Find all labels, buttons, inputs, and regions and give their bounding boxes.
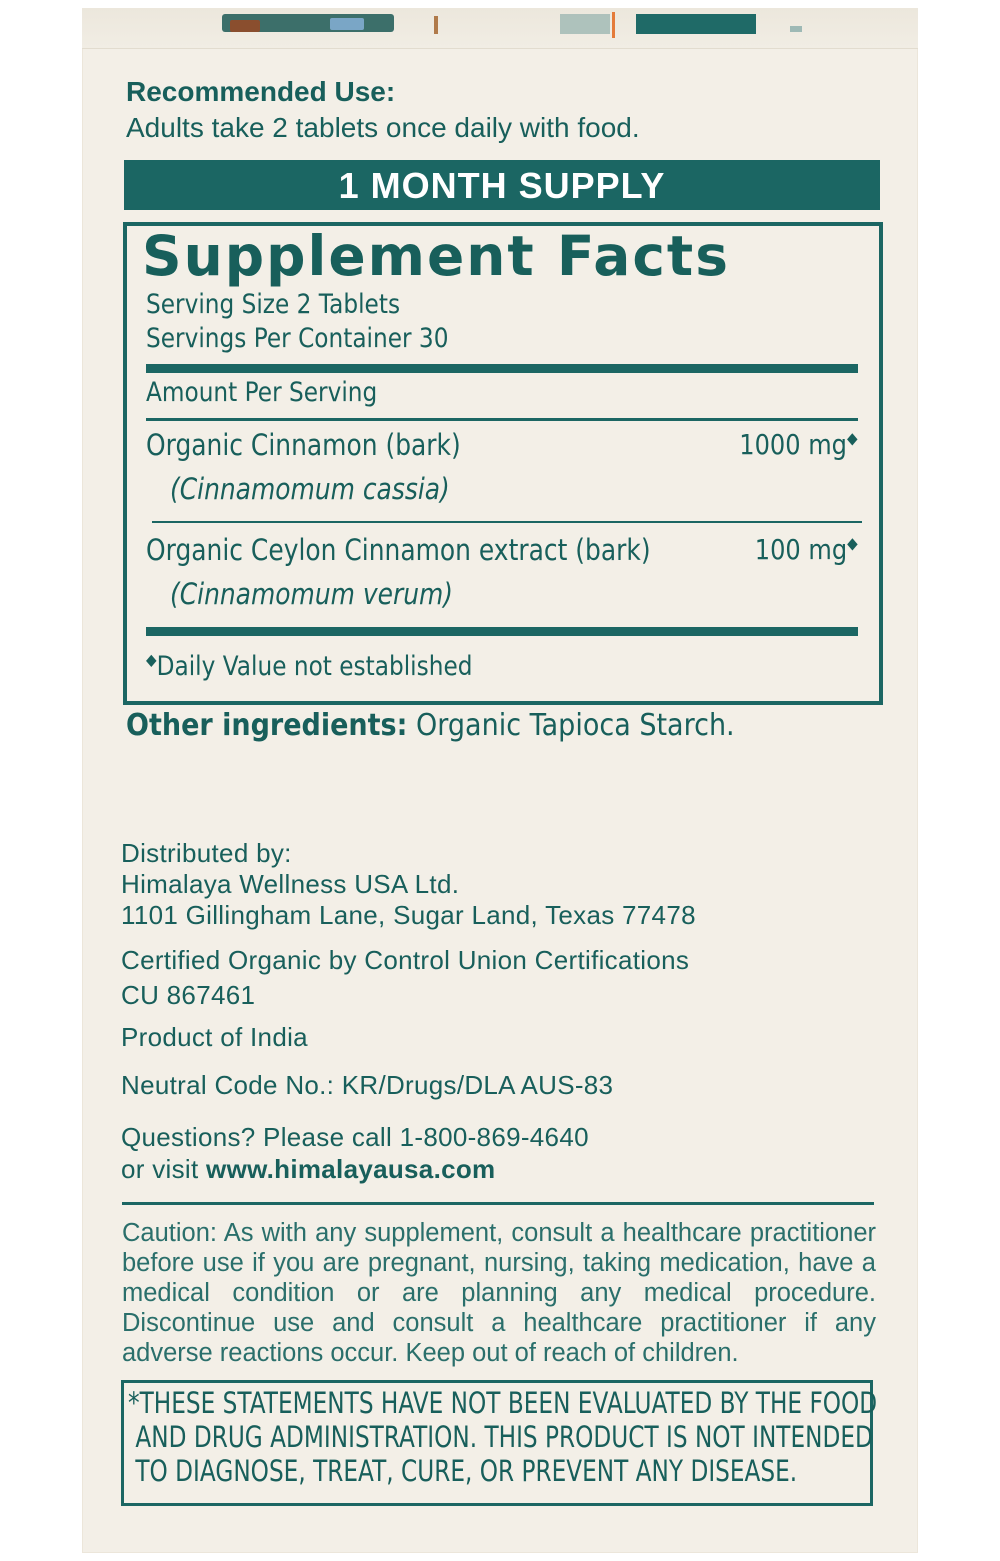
ingredient-row: [146, 533, 858, 623]
diamond-icon: ◆: [847, 533, 858, 553]
diamond-icon: ◆: [847, 428, 858, 448]
top-artwork-strip: [560, 14, 610, 34]
facts-divider: [146, 418, 858, 421]
facts-divider-thick: [146, 364, 858, 373]
supply-banner: 1 MONTH SUPPLY: [124, 160, 880, 210]
ingredient-row: [146, 428, 858, 518]
recommended-use-title: Recommended Use:: [126, 76, 396, 107]
ingredient-name: Organic Cinnamon (bark): [146, 428, 461, 462]
supplement-facts-title: Supplement Facts: [142, 224, 730, 288]
ingredient-amount: 100 mg◆: [755, 533, 858, 566]
top-artwork-strip: [230, 20, 260, 32]
servings-per-container: Servings Per Container 30: [146, 323, 449, 354]
distributed-by-label: Distributed by:: [121, 838, 292, 868]
serving-size: Serving Size 2 Tablets: [146, 289, 401, 320]
top-artwork-strip: [434, 16, 438, 34]
distributor-company: Himalaya Wellness USA Ltd.: [121, 869, 460, 899]
diamond-icon: ◆: [146, 650, 157, 669]
neutral-code: Neutral Code No.: KR/Drugs/DLA AUS-83: [121, 1070, 614, 1100]
other-ingredients-label: Other ingredients:: [126, 708, 408, 743]
distributor-address: 1101 Gillingham Lane, Sugar Land, Texas 77478: [121, 900, 696, 930]
top-artwork-strip: [612, 12, 615, 38]
fda-disclaimer: *THESE STATEMENTS HAVE NOT BEEN EVALUATED BY THE FOOD AND DRUG ADMINISTRATION. THIS PRODUCT IS NOT INTENDED TO DIAGNOSE, TREAT, CURE, OR PREVENT ANY DISEASE.: [128, 1386, 878, 1488]
recommended-use-text: Adults take 2 tablets once daily with food.: [126, 112, 640, 143]
amount-per-serving: Amount Per Serving: [146, 377, 378, 408]
top-artwork-strip: [330, 18, 364, 30]
section-divider: [122, 1202, 874, 1205]
ingredient-name: Organic Ceylon Cinnamon extract (bark): [146, 533, 651, 567]
top-artwork-strip: [790, 26, 802, 32]
top-artwork-strip: [636, 14, 756, 34]
product-origin: Product of India: [121, 1022, 308, 1052]
questions-phone: Questions? Please call 1-800-869-4640: [121, 1122, 589, 1152]
website-link[interactable]: www.himalayausa.com: [206, 1154, 496, 1184]
organic-certification: Certified Organic by Control Union Certifications: [121, 945, 690, 975]
ingredient-amount: 1000 mg◆: [739, 428, 858, 461]
certification-number: CU 867461: [121, 980, 256, 1010]
visit-website: or visit www.himalayausa.com: [121, 1154, 496, 1184]
ingredient-latin-name: (Cinnamomum verum): [170, 577, 454, 611]
caution-text: Caution: As with any supplement, consult a healthcare practitioner before use if you are pregnant, nursing, taking medication, have a medical condition or are planning any medical procedure. Discontinue use and consult a healthcare practitioner if any adverse reactions occur. Keep out of reach of children.: [122, 1219, 876, 1367]
facts-divider-thick: [146, 627, 858, 636]
other-ingredients-value: Organic Tapioca Starch.: [407, 708, 735, 743]
other-ingredients: [126, 708, 735, 743]
ingredient-divider: [152, 521, 862, 523]
ingredient-latin-name: (Cinnamomum cassia): [170, 472, 450, 506]
daily-value-footnote: ◆Daily Value not established: [146, 650, 473, 682]
